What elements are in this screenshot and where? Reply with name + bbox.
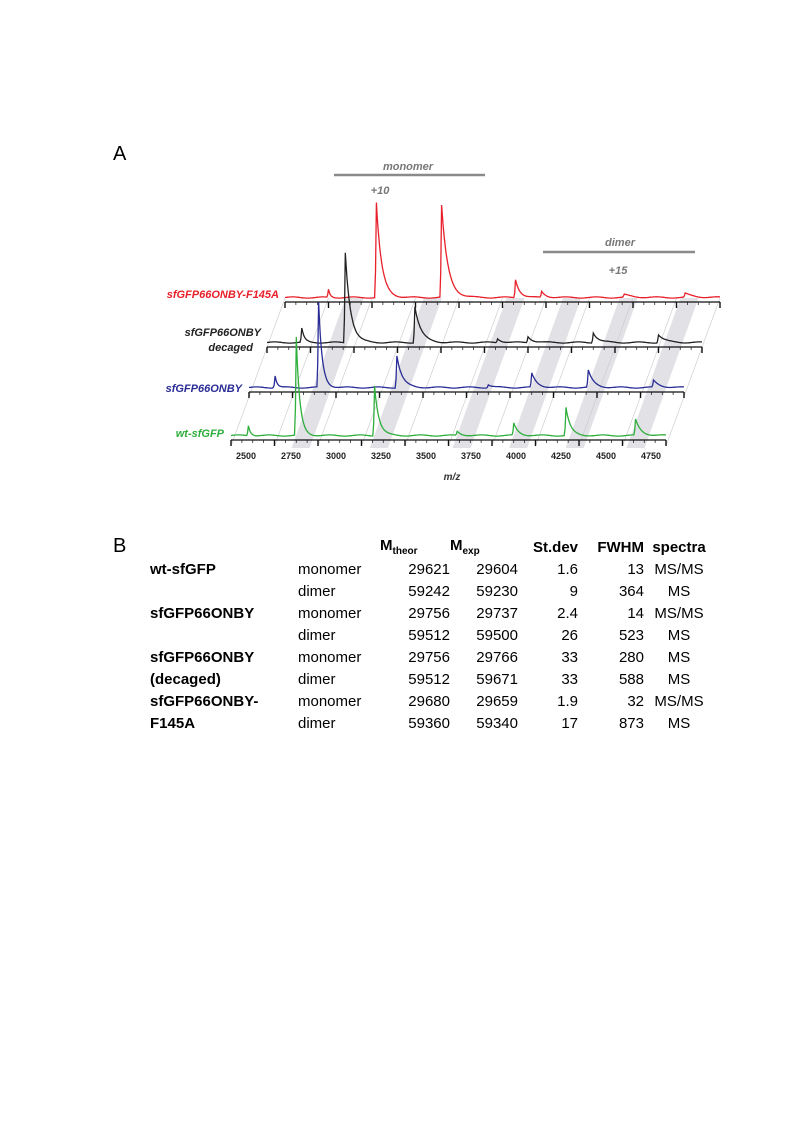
cell-protein (150, 580, 298, 602)
trace-label-decaged-2: decaged (208, 342, 253, 354)
table-header-row (150, 536, 714, 558)
charge-band (566, 298, 638, 448)
guide-line (231, 298, 285, 446)
x-tick-label: 3750 (460, 451, 482, 461)
monomer-label: monomer (382, 161, 434, 173)
cell-spectra: MS (667, 714, 691, 732)
dimer-label: dimer (605, 237, 635, 249)
monomer-charge-label: +10 (370, 185, 390, 197)
cell-stdev: 9 (569, 582, 578, 600)
header-protein (150, 536, 298, 558)
x-axis-label: m/z (443, 472, 461, 483)
cell-fwhm: 523 (618, 626, 644, 644)
header-m-theor: $M_{theor}$ (380, 537, 418, 557)
x-tick-label: 4750 (640, 451, 662, 461)
table-row (150, 668, 714, 690)
cell-m-exp: 29737 (476, 604, 518, 622)
charge-band (370, 298, 442, 448)
cell-protein: F145A (150, 714, 196, 732)
cell-fwhm: 13 (627, 560, 644, 578)
cell-m-theor: 59360 (408, 714, 450, 732)
header-m-exp: $M_{exp}$ (450, 537, 480, 557)
cell-spectra: MS (667, 670, 691, 688)
x-tick-label: 2500 (235, 451, 257, 461)
x-tick-label: 4250 (550, 451, 572, 461)
cell-fwhm: 32 (627, 692, 644, 710)
cell-form: monomer (298, 692, 362, 710)
table-row (150, 624, 714, 646)
header-spectra: spectra (652, 538, 706, 556)
cell-form: monomer (298, 648, 362, 666)
x-tick-label: 3000 (325, 451, 347, 461)
cell-stdev: 1.9 (557, 692, 578, 710)
cell-protein: (decaged) (150, 670, 221, 688)
cell-m-theor: 59242 (408, 582, 450, 600)
cell-fwhm: 873 (618, 714, 644, 732)
cell-spectra: MS (667, 626, 691, 644)
table-row (150, 558, 714, 580)
cell-spectra: MS/MS (654, 692, 704, 710)
header-fwhm: FWHM (597, 538, 644, 556)
cell-spectra: MS/MS (654, 604, 704, 622)
cell-fwhm: 364 (618, 582, 644, 600)
cell-spectra: MS (667, 648, 691, 666)
x-tick-label: 4500 (595, 451, 617, 461)
trace-label-decaged-1: sfGFP66ONBY (184, 327, 261, 339)
table-row (150, 690, 714, 712)
cell-form: dimer (298, 582, 336, 600)
x-tick-label: 3250 (370, 451, 392, 461)
cell-m-exp: 29659 (476, 692, 518, 710)
x-tick-label: 2750 (280, 451, 302, 461)
cell-stdev: 1.6 (557, 560, 578, 578)
annotations (334, 161, 695, 277)
cell-m-exp: 29604 (476, 560, 518, 578)
mass-spectra-figure (0, 0, 792, 500)
cell-protein: sfGFP66ONBY (150, 648, 255, 666)
cell-fwhm: 14 (627, 604, 644, 622)
cell-stdev: 26 (561, 626, 578, 644)
trace-labels (166, 289, 279, 440)
cell-form: dimer (298, 714, 336, 732)
x-tick-label: 3500 (415, 451, 437, 461)
cell-stdev: 33 (561, 670, 578, 688)
cell-spectra: MS/MS (654, 560, 704, 578)
cell-m-theor: 29621 (408, 560, 450, 578)
guide-line (579, 298, 633, 446)
cell-protein: sfGFP66ONBY- (150, 692, 259, 710)
x-tick-label: 4000 (505, 451, 527, 461)
cell-form: dimer (298, 626, 336, 644)
cell-m-theor: 29756 (408, 648, 450, 666)
mass-table (150, 536, 714, 734)
cell-m-theor: 29680 (408, 692, 450, 710)
cell-m-theor: 59512 (408, 626, 450, 644)
cell-m-exp: 59230 (476, 582, 518, 600)
table-row (150, 646, 714, 668)
dimer-charge-label: +15 (608, 265, 628, 277)
table-row (150, 580, 714, 602)
cell-form: dimer (298, 670, 336, 688)
header-form (298, 536, 380, 558)
spectrum-trace (285, 203, 720, 299)
cell-protein: sfGFP66ONBY (150, 604, 255, 622)
table-row (150, 712, 714, 734)
panel-b-label: B (113, 535, 127, 557)
cell-m-theor: 59512 (408, 670, 450, 688)
cell-spectra: MS (667, 582, 691, 600)
cell-fwhm: 280 (618, 648, 644, 666)
cell-stdev: 2.4 (557, 604, 578, 622)
cell-form: monomer (298, 604, 362, 622)
cell-form: monomer (298, 560, 362, 578)
trace-label-onby: sfGFP66ONBY (165, 383, 242, 395)
trace-label-f145a: sfGFP66ONBY-F145A (166, 289, 279, 301)
table-row (150, 602, 714, 624)
panel-a-label: A (113, 143, 127, 165)
cell-stdev: 17 (561, 714, 578, 732)
cell-m-exp: 59500 (476, 626, 518, 644)
x-tick-labels (236, 451, 661, 461)
cell-m-exp: 59340 (476, 714, 518, 732)
cell-m-exp: 29766 (476, 648, 518, 666)
cell-m-exp: 59671 (476, 670, 518, 688)
cell-fwhm: 588 (618, 670, 644, 688)
header-stdev: St.dev (532, 538, 578, 556)
cell-m-theor: 29756 (408, 604, 450, 622)
cell-protein: wt-sfGFP (150, 560, 216, 578)
cell-stdev: 33 (561, 648, 578, 666)
charge-band (627, 298, 699, 448)
cell-protein (150, 624, 298, 646)
trace-label-wt: wt-sfGFP (175, 428, 224, 440)
